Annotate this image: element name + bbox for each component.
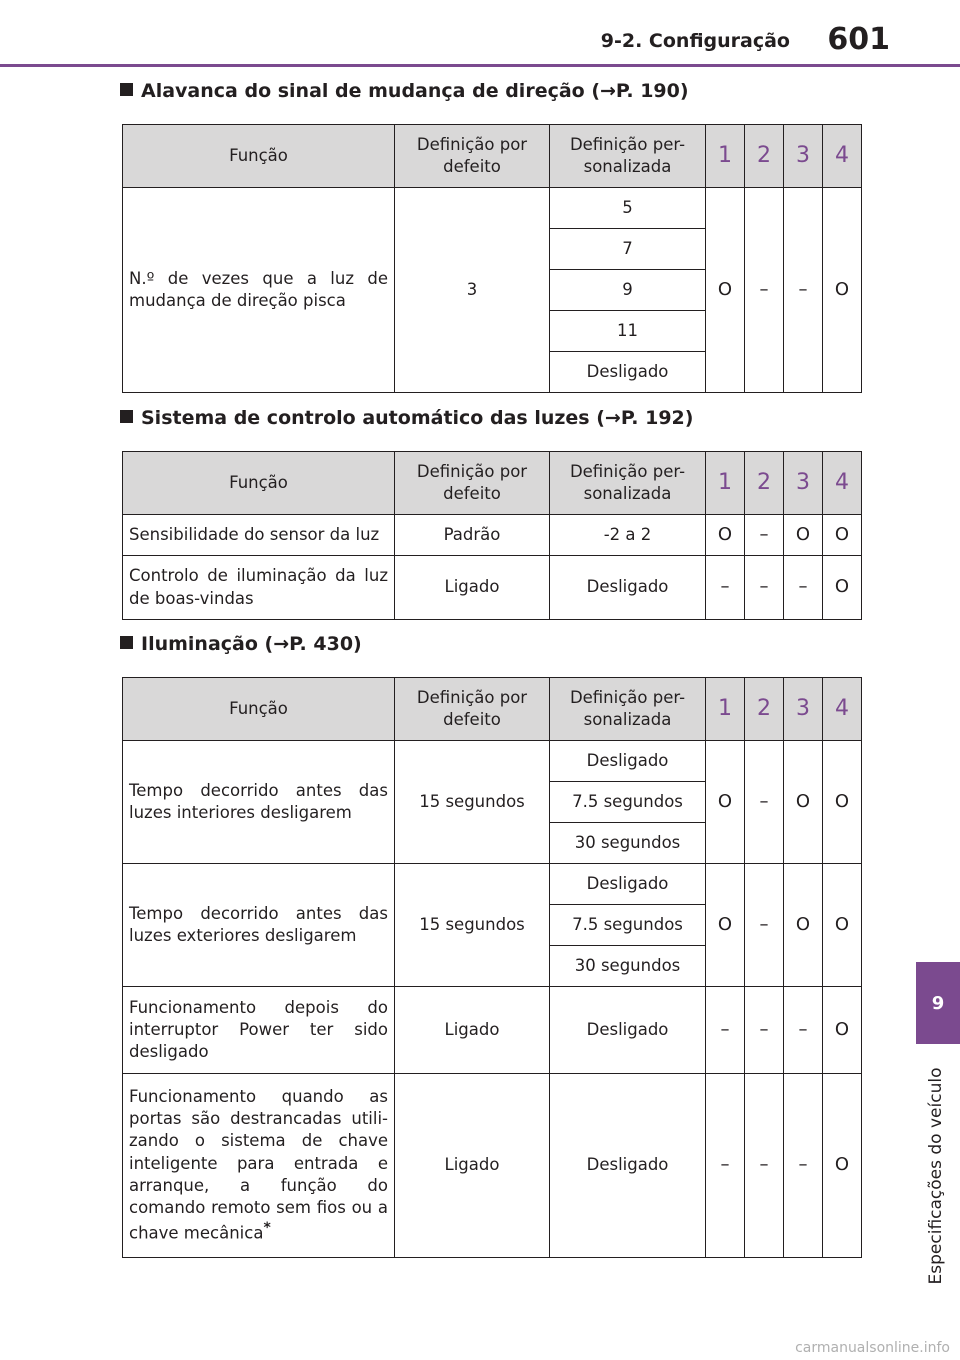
cell-mark-4: O bbox=[823, 188, 862, 393]
cell-mark-4: O bbox=[823, 556, 862, 620]
cell-custom: Desligado bbox=[550, 1074, 706, 1258]
cell-mark-3: – bbox=[784, 987, 823, 1074]
col-header-4: 4 bbox=[823, 125, 862, 188]
col-header-2: 2 bbox=[745, 678, 784, 741]
cell-mark-2: – bbox=[745, 1074, 784, 1258]
col-header-2: 2 bbox=[745, 125, 784, 188]
cell-default: Padrão bbox=[395, 515, 550, 556]
cell-custom: Desligado bbox=[550, 864, 706, 905]
col-header-custom: Definição per-sonalizada bbox=[550, 452, 706, 515]
cell-funcao: N.º de vezes que a luz de mudança de direção pisca bbox=[123, 188, 395, 393]
cell-funcao: Sensibilidade do sensor da luz bbox=[123, 515, 395, 556]
col-header-1: 1 bbox=[706, 125, 745, 188]
page-number: 601 bbox=[827, 22, 890, 57]
cell-mark-3: – bbox=[784, 556, 823, 620]
asterisk-footnote: * bbox=[263, 1220, 271, 1237]
chapter-label: Especificações do veículo bbox=[926, 1067, 946, 1285]
cell-custom: 7.5 segundos bbox=[550, 782, 706, 823]
col-header-3: 3 bbox=[784, 678, 823, 741]
col-header-funcao: Função bbox=[123, 125, 395, 188]
table-lighting bbox=[122, 677, 862, 1258]
cell-mark-4: O bbox=[823, 864, 862, 987]
cell-default: 3 bbox=[395, 188, 550, 393]
cell-mark-1: O bbox=[706, 864, 745, 987]
cell-funcao: Funcionamento depois do interruptor Power ter sido desligado bbox=[123, 987, 395, 1074]
col-header-3: 3 bbox=[784, 125, 823, 188]
col-header-2: 2 bbox=[745, 452, 784, 515]
cell-custom: 5 bbox=[550, 188, 706, 229]
cell-mark-3: – bbox=[784, 188, 823, 393]
cell-mark-2: – bbox=[745, 741, 784, 864]
cell-custom: 30 segundos bbox=[550, 823, 706, 864]
cell-default: Ligado bbox=[395, 987, 550, 1074]
cell-funcao: Funcionamento quando as portas são destrancadas utili-zando o sistema de chave inteligente para entrada e arranque, a função do comando remoto sem fios ou a chave mecânica* bbox=[123, 1074, 395, 1258]
cell-mark-1: – bbox=[706, 556, 745, 620]
cell-default: Ligado bbox=[395, 556, 550, 620]
cell-mark-4: O bbox=[823, 1074, 862, 1258]
cell-default: 15 segundos bbox=[395, 864, 550, 987]
bullet-square-icon bbox=[120, 636, 133, 649]
bullet-square-icon bbox=[120, 83, 133, 96]
table-auto-lights bbox=[122, 451, 862, 620]
cell-mark-2: – bbox=[745, 987, 784, 1074]
col-header-4: 4 bbox=[823, 452, 862, 515]
section-title-auto-lights: Sistema de controlo automático das luzes (→P. 192) bbox=[120, 407, 693, 429]
cell-mark-3: – bbox=[784, 1074, 823, 1258]
cell-default: 15 segundos bbox=[395, 741, 550, 864]
cell-custom: 11 bbox=[550, 311, 706, 352]
cell-mark-4: O bbox=[823, 515, 862, 556]
cell-default: Ligado bbox=[395, 1074, 550, 1258]
cell-mark-3: O bbox=[784, 515, 823, 556]
cell-custom: Desligado bbox=[550, 352, 706, 393]
cell-custom: Desligado bbox=[550, 741, 706, 782]
cell-mark-2: – bbox=[745, 864, 784, 987]
cell-custom: 30 segundos bbox=[550, 946, 706, 987]
cell-mark-2: – bbox=[745, 188, 784, 393]
col-header-default: Definição por defeito bbox=[395, 125, 550, 188]
col-header-3: 3 bbox=[784, 452, 823, 515]
header-rule bbox=[0, 64, 960, 67]
cell-mark-4: O bbox=[823, 741, 862, 864]
table-turn-signal bbox=[122, 124, 862, 393]
cell-funcao: Tempo decorrido antes das luzes interiores desligarem bbox=[123, 741, 395, 864]
cell-mark-1: O bbox=[706, 188, 745, 393]
col-header-4: 4 bbox=[823, 678, 862, 741]
cell-funcao: Controlo de iluminação da luz de boas-vindas bbox=[123, 556, 395, 620]
cell-mark-2: – bbox=[745, 556, 784, 620]
col-header-default: Definição por defeito bbox=[395, 678, 550, 741]
cell-mark-1: – bbox=[706, 987, 745, 1074]
bullet-square-icon bbox=[120, 410, 133, 423]
col-header-custom: Definição per-sonalizada bbox=[550, 125, 706, 188]
cell-funcao: Tempo decorrido antes das luzes exteriores desligarem bbox=[123, 864, 395, 987]
section-header: 9-2. Configuração bbox=[600, 30, 790, 52]
col-header-funcao: Função bbox=[123, 678, 395, 741]
cell-custom: Desligado bbox=[550, 987, 706, 1074]
cell-mark-1: O bbox=[706, 741, 745, 864]
cell-mark-1: O bbox=[706, 515, 745, 556]
col-header-1: 1 bbox=[706, 678, 745, 741]
watermark: carmanualsonline.info bbox=[795, 1340, 950, 1356]
cell-custom: -2 a 2 bbox=[550, 515, 706, 556]
cell-mark-1: – bbox=[706, 1074, 745, 1258]
col-header-custom: Definição per-sonalizada bbox=[550, 678, 706, 741]
col-header-1: 1 bbox=[706, 452, 745, 515]
cell-custom: 7.5 segundos bbox=[550, 905, 706, 946]
chapter-tab: 9 bbox=[916, 962, 960, 1044]
col-header-default: Definição por defeito bbox=[395, 452, 550, 515]
col-header-funcao: Função bbox=[123, 452, 395, 515]
section-title-turn-signal: Alavanca do sinal de mudança de direção (→P. 190) bbox=[120, 80, 689, 102]
cell-mark-3: O bbox=[784, 741, 823, 864]
cell-mark-2: – bbox=[745, 515, 784, 556]
cell-mark-4: O bbox=[823, 987, 862, 1074]
cell-custom: Desligado bbox=[550, 556, 706, 620]
cell-mark-3: O bbox=[784, 864, 823, 987]
section-title-lighting: Iluminação (→P. 430) bbox=[120, 633, 362, 655]
cell-custom: 7 bbox=[550, 229, 706, 270]
cell-custom: 9 bbox=[550, 270, 706, 311]
